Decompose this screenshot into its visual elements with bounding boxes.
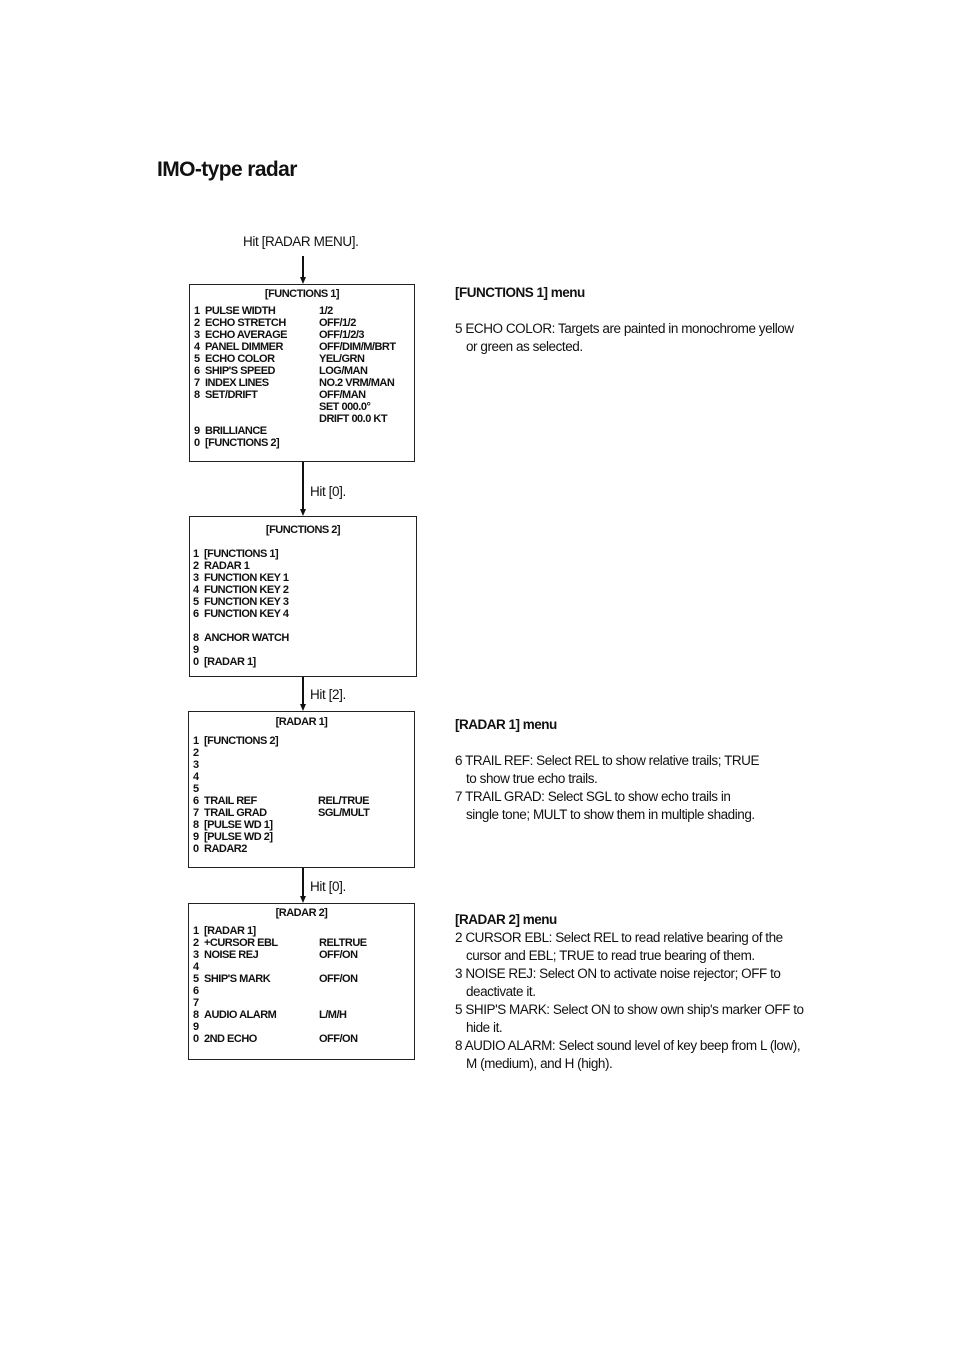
menu-item: 7 TRAIL GRAD — [193, 807, 267, 819]
radar1-desc — [455, 752, 765, 824]
menu-item: 4 — [193, 771, 199, 783]
menu-item: 2 — [193, 747, 199, 759]
menu-item: 0 [FUNCTIONS 2] — [194, 437, 280, 449]
menu-item-value: OFF/1/2/3 — [319, 329, 365, 341]
desc-item: 7 TRAIL GRAD: Select SGL to show echo trails in single tone; MULT to show them in multiple shading. — [455, 789, 755, 822]
menu-item: 9 — [193, 644, 199, 656]
radar2-menu-box — [188, 903, 415, 1060]
radar2-desc-heading: [RADAR 2] menu — [455, 912, 557, 927]
flow-arrow — [300, 704, 306, 711]
menu-item-value: OFF/ON — [319, 1033, 358, 1045]
menu-item: 1 [FUNCTIONS 1] — [193, 548, 279, 560]
radar1-desc-heading: [RADAR 1] menu — [455, 717, 557, 732]
menu-item: 1 [RADAR 1] — [193, 925, 256, 937]
menu-item-value: NO.2 VRM/MAN — [319, 377, 395, 389]
menu-item: 5 ECHO COLOR — [194, 353, 275, 365]
menu-item: 8 AUDIO ALARM — [193, 1009, 277, 1021]
functions2-title: [FUNCTIONS 2] — [265, 524, 341, 536]
menu-item: 2 ECHO STRETCH — [194, 317, 286, 329]
menu-item: 2 +CURSOR EBL — [193, 937, 278, 949]
page-title: IMO-type radar — [157, 158, 297, 181]
flow-arrow — [300, 896, 306, 903]
menu-item: 3 NOISE REJ — [193, 949, 259, 961]
menu-item: 6 FUNCTION KEY 4 — [193, 608, 289, 620]
functions1-title: [FUNCTIONS 1] — [264, 288, 340, 300]
menu-item: 8 [PULSE WD 1] — [193, 819, 273, 831]
menu-item: 8 ANCHOR WATCH — [193, 632, 289, 644]
menu-item: 4 PANEL DIMMER — [194, 341, 283, 353]
instruction-hit-0: Hit [0]. — [310, 879, 346, 894]
desc-item: 2 CURSOR EBL: Select REL to read relative bearing of the cursor and EBL; TRUE to read true bearing of them. — [455, 930, 783, 963]
menu-item: 9 — [193, 1021, 199, 1033]
menu-item: 2 RADAR 1 — [193, 560, 250, 572]
radar1-menu-box — [188, 711, 415, 868]
menu-item: 5 FUNCTION KEY 3 — [193, 596, 289, 608]
menu-item: 1 PULSE WIDTH — [194, 305, 276, 317]
flow-line — [302, 462, 304, 510]
desc-item: 5 SHIP'S MARK: Select ON to show own ship's marker OFF to hide it. — [455, 1002, 804, 1035]
menu-item: 8 SET/DRIFT — [194, 389, 258, 401]
flow-line — [302, 256, 304, 278]
desc-item: 3 NOISE REJ: Select ON to activate noise rejector; OFF to deactivate it. — [455, 966, 781, 999]
flow-line — [302, 677, 304, 705]
desc-item: 6 TRAIL REF: Select REL to show relative trails; TRUE to show true echo trails. — [455, 753, 760, 786]
menu-item: 3 — [193, 759, 199, 771]
menu-item-value: SGL/MULT — [318, 807, 370, 819]
radar1-title: [RADAR 1] — [275, 716, 328, 728]
instruction-hit-0: Hit [0]. — [310, 484, 346, 499]
menu-item: 4 FUNCTION KEY 2 — [193, 584, 289, 596]
menu-item-value: OFF/MAN — [319, 389, 366, 401]
menu-item: 6 — [193, 985, 199, 997]
menu-item-value: REL/TRUE — [318, 795, 369, 807]
menu-item-value: OFF/1/2 — [319, 317, 356, 329]
desc-item: 8 AUDIO ALARM: Select sound level of key beep from L (low), M (medium), and H (high). — [455, 1038, 801, 1071]
menu-item-value: OFF/DIM/M/BRT — [319, 341, 396, 353]
menu-item-value: OFF/ON — [319, 949, 358, 961]
drift-value: DRIFT 00.0 KT — [319, 413, 388, 425]
menu-item: 7 INDEX LINES — [194, 377, 269, 389]
radar2-title: [RADAR 2] — [275, 907, 328, 919]
set-value: SET 000.0° — [319, 401, 371, 413]
menu-item-value: OFF/ON — [319, 973, 358, 985]
menu-item: 0 2ND ECHO — [193, 1033, 257, 1045]
functions1-desc-heading: [FUNCTIONS 1] menu — [455, 285, 585, 300]
menu-item: 0 RADAR2 — [193, 843, 247, 855]
radar2-desc — [455, 929, 805, 1073]
desc-item: 5 ECHO COLOR: Targets are painted in monochrome yellow or green as selected. — [455, 321, 794, 354]
functions1-menu-box — [189, 284, 415, 462]
menu-item: 3 ECHO AVERAGE — [194, 329, 288, 341]
menu-item: 4 — [193, 961, 199, 973]
instruction-hit-2: Hit [2]. — [310, 687, 346, 702]
flow-arrow — [300, 277, 306, 284]
menu-item-value: YEL/GRN — [319, 353, 365, 365]
menu-item-value: 1/2 — [319, 305, 333, 317]
menu-item: 0 [RADAR 1] — [193, 656, 256, 668]
flow-line — [302, 868, 304, 897]
menu-item-value: LOG/MAN — [319, 365, 368, 377]
flow-arrow — [300, 509, 306, 516]
menu-item: 5 — [193, 783, 199, 795]
menu-item: 9 [PULSE WD 2] — [193, 831, 273, 843]
menu-item: 5 SHIP'S MARK — [193, 973, 271, 985]
menu-item: 1 [FUNCTIONS 2] — [193, 735, 279, 747]
menu-item: 6 TRAIL REF — [193, 795, 257, 807]
functions1-desc — [455, 320, 795, 356]
functions2-menu-box — [189, 516, 417, 677]
menu-item-value: L/M/H — [319, 1009, 347, 1021]
menu-item: 3 FUNCTION KEY 1 — [193, 572, 289, 584]
instruction-radar-menu: Hit [RADAR MENU]. — [243, 234, 359, 249]
menu-item: 7 — [193, 997, 199, 1009]
menu-item: 9 BRILLIANCE — [194, 425, 267, 437]
menu-item-value: RELTRUE — [319, 937, 367, 949]
menu-item: 6 SHIP'S SPEED — [194, 365, 275, 377]
